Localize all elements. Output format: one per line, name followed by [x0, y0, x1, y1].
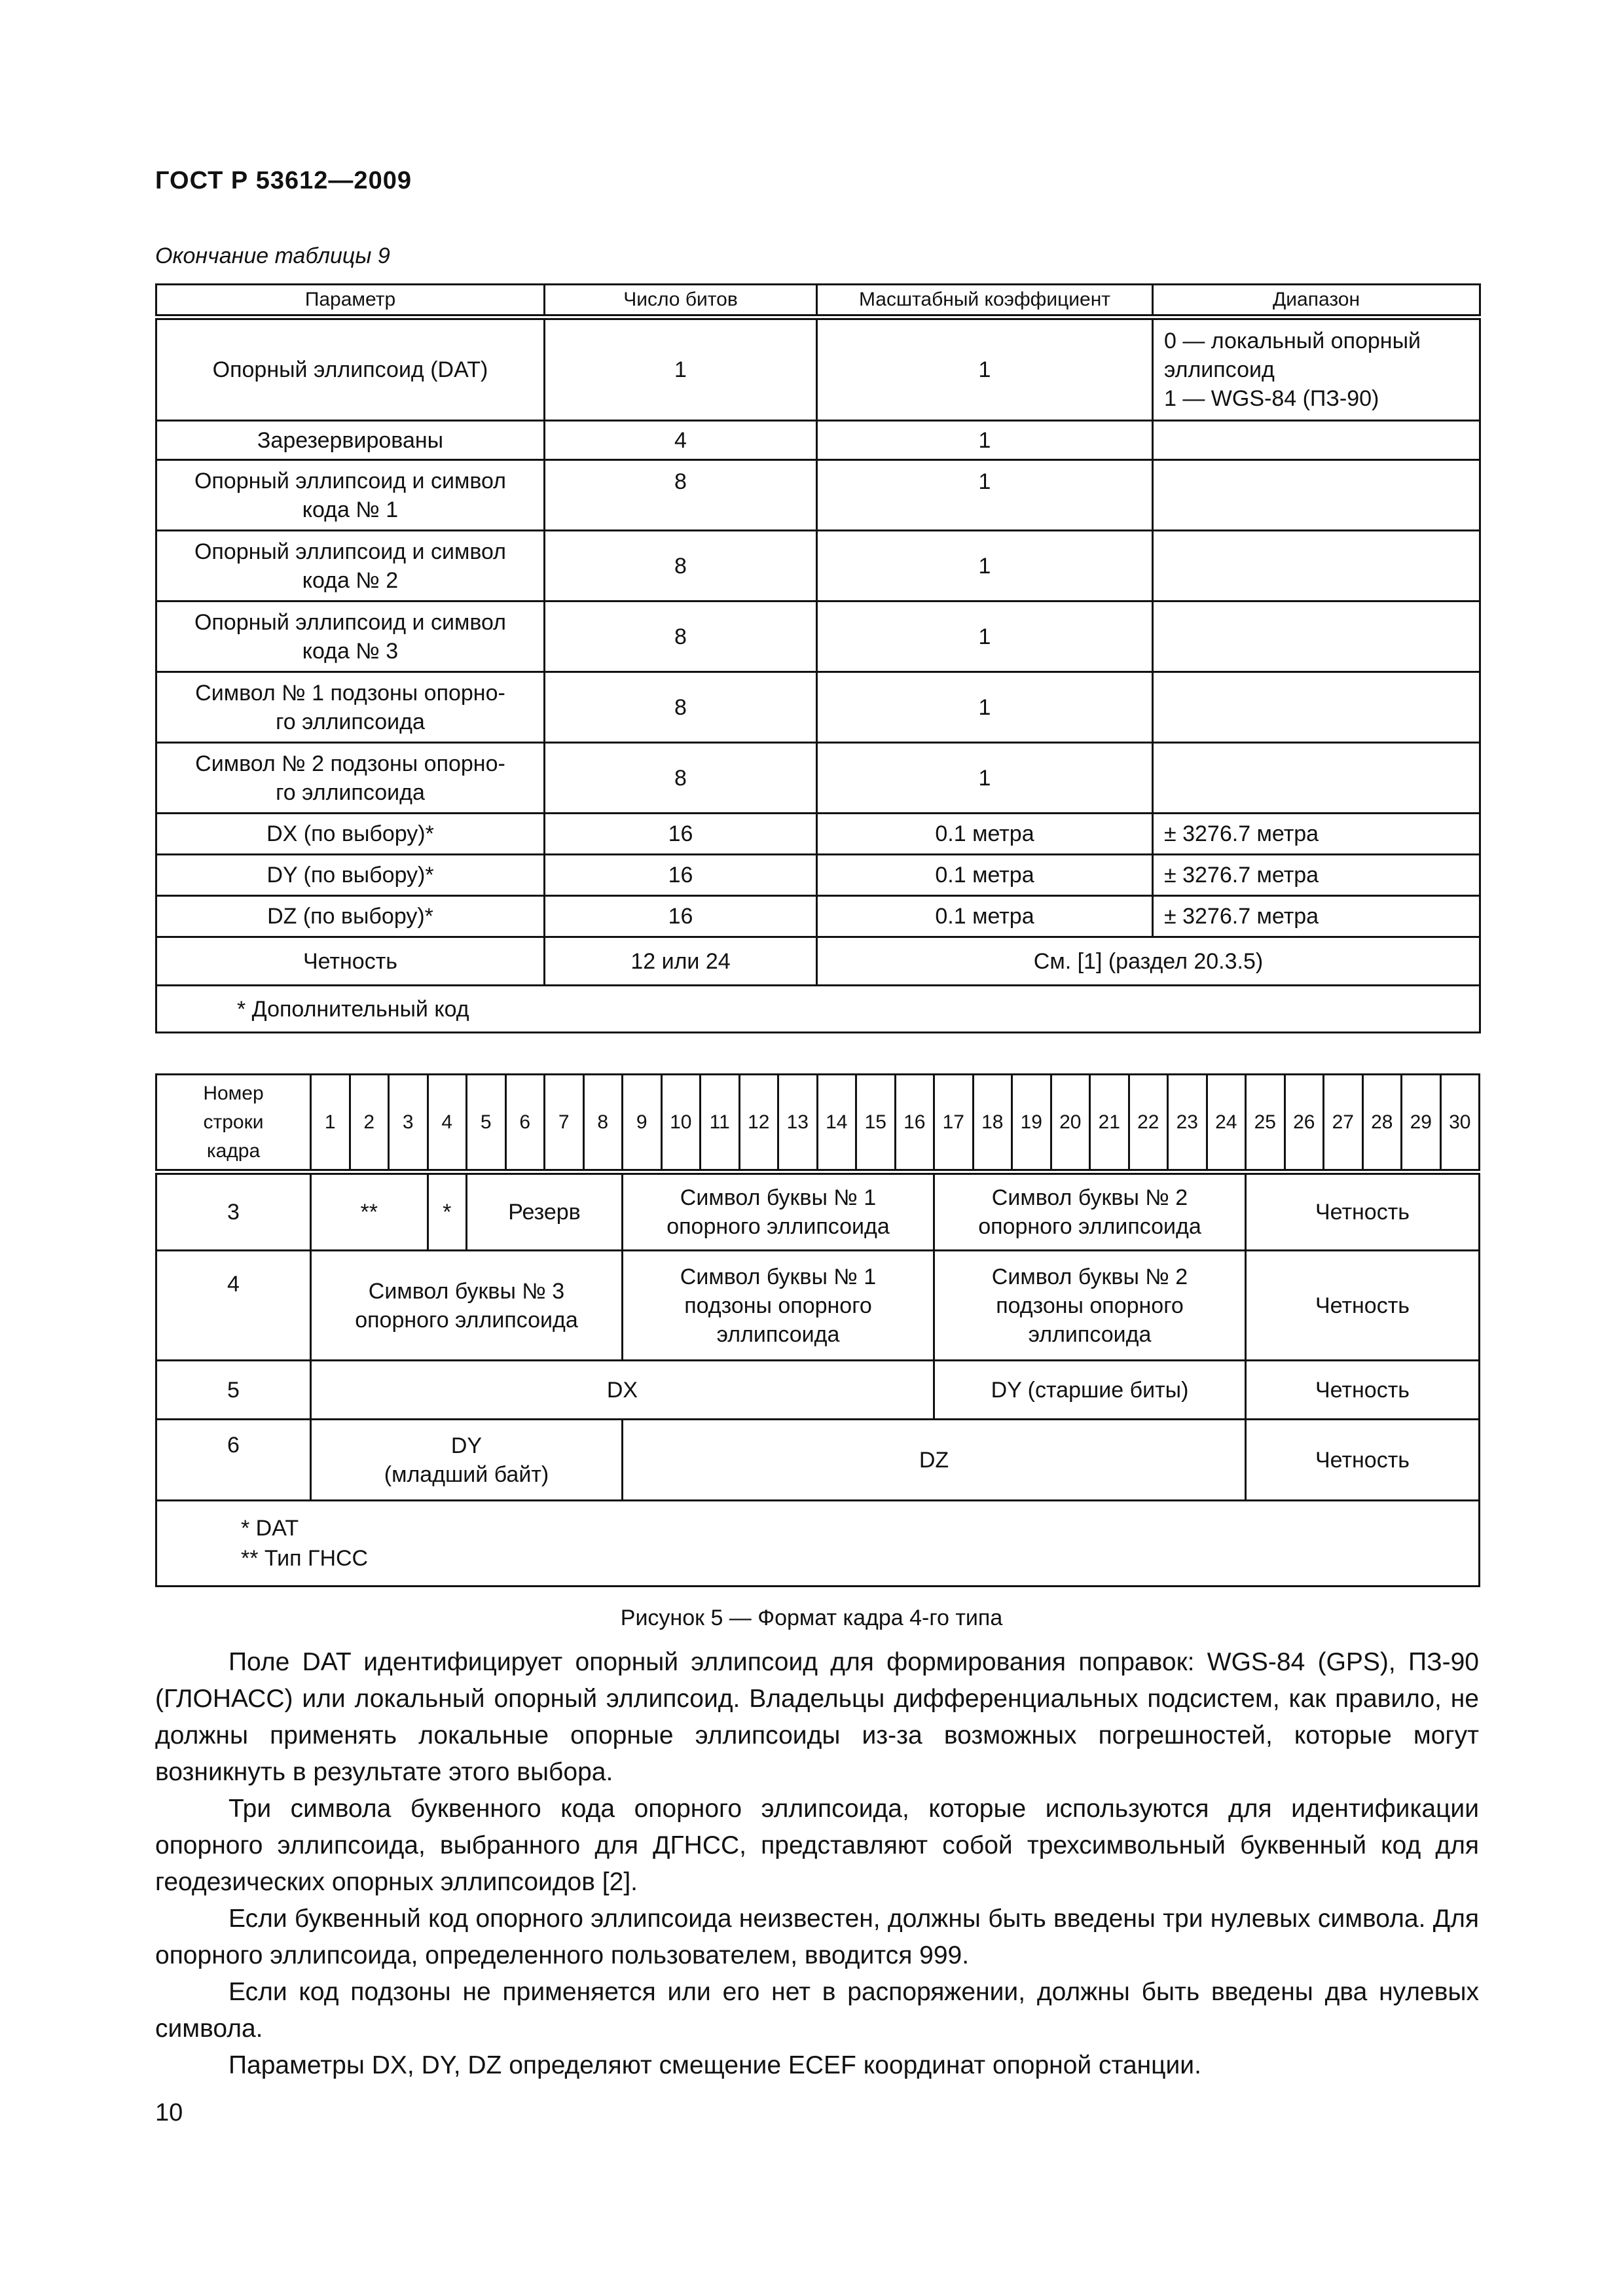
cell-range — [1153, 601, 1480, 672]
footnote-line: * DAT — [241, 1516, 299, 1541]
frame-row-number: 6 — [156, 1420, 311, 1501]
param-line: го эллипсоида — [276, 709, 425, 734]
cell-range: ± 3276.7 метра — [1153, 896, 1480, 937]
bit-number: 5 — [467, 1075, 506, 1172]
field-line: эллипсоида — [1028, 1321, 1152, 1347]
table-row — [156, 896, 1480, 937]
bit-number: 22 — [1129, 1075, 1168, 1172]
cell-scale: 0.1 метра — [817, 896, 1153, 937]
cell-range: ± 3276.7 метра — [1153, 855, 1480, 896]
frame-row — [156, 1251, 1480, 1361]
cell-bits: 4 — [545, 421, 817, 460]
bit-number: 24 — [1207, 1075, 1246, 1172]
cell-scale: 1 — [817, 531, 1153, 601]
field-line: опорного эллипсоида — [978, 1214, 1201, 1239]
param-line: Символ № 2 подзоны опорно- — [195, 751, 505, 776]
table-row — [156, 421, 1480, 460]
bit-number: 8 — [583, 1075, 623, 1172]
bit-number: 7 — [545, 1075, 584, 1172]
field-line: DY — [450, 1433, 483, 1458]
paragraph: Параметры DX, DY, DZ определяют смещение ECEF координат опорной станции. — [228, 2051, 1201, 2079]
bit-number: 9 — [623, 1075, 662, 1172]
paragraph: Если код подзоны не применяется или его нет в распоряжении, должны быть введены два нулевых символа. — [155, 1978, 1479, 2043]
cell-range — [1153, 460, 1480, 531]
cell-scale-range: См. [1] (раздел 20.3.5) — [817, 937, 1480, 986]
cell-range — [1153, 317, 1480, 421]
range-line: 1 — WGS-84 (ПЗ-90) — [1164, 386, 1379, 411]
cell-param — [156, 743, 545, 814]
column-header-param: Параметр — [156, 285, 545, 317]
body-text — [155, 1644, 1479, 2084]
cell-param: Опорный эллипсоид (DAT) — [156, 317, 545, 421]
cell-range — [1153, 421, 1480, 460]
table-9 — [155, 283, 1481, 1033]
param-line: кода № 2 — [302, 567, 399, 593]
field-line: Символ буквы № 2 — [991, 1185, 1188, 1210]
cell-param — [156, 601, 545, 672]
param-line: Опорный эллипсоид и символ — [194, 609, 507, 635]
cell-param: DX (по выбору)* — [156, 814, 545, 855]
paragraph: Три символа буквенного кода опорного эллипсоида, которые используются для идентификации опорного эллипсоида, выбранного для ДГНСС, представляют собой трехсимвольный буквенный код для геодезических опорных эллипсоидов [2]. — [155, 1795, 1479, 1896]
field-dy-high: DY (старшие биты) — [934, 1361, 1246, 1420]
cell-bits: 16 — [545, 896, 817, 937]
field-parity: Четность — [1246, 1251, 1480, 1361]
table-row — [156, 855, 1480, 896]
field-line: (младший байт) — [384, 1462, 549, 1487]
cell-bits: 1 — [545, 317, 817, 421]
param-line: кода № 1 — [302, 497, 399, 522]
cell-range: ± 3276.7 метра — [1153, 814, 1480, 855]
field-reserved: Резерв — [467, 1172, 623, 1251]
table-row — [156, 743, 1480, 814]
table-row — [156, 531, 1480, 601]
field-letter-2 — [934, 1172, 1246, 1251]
field-parity: Четность — [1246, 1361, 1480, 1420]
bit-header-row — [156, 1075, 1480, 1172]
cell-param: Зарезервированы — [156, 421, 545, 460]
field-line: опорного эллипсоида — [666, 1214, 890, 1239]
frame-format-figure — [155, 1073, 1480, 1587]
field-line: Символ буквы № 3 — [368, 1278, 565, 1304]
bit-number: 10 — [661, 1075, 701, 1172]
bit-number: 4 — [428, 1075, 467, 1172]
bit-number: 14 — [817, 1075, 856, 1172]
field-dx: DX — [311, 1361, 934, 1420]
cell-scale: 1 — [817, 421, 1153, 460]
cell-bits: 8 — [545, 531, 817, 601]
param-line: Опорный эллипсоид и символ — [194, 468, 507, 493]
bit-number: 29 — [1402, 1075, 1441, 1172]
field-subzone-1 — [623, 1251, 934, 1361]
bit-number: 25 — [1246, 1075, 1285, 1172]
field-letter-1 — [623, 1172, 934, 1251]
bit-number: 19 — [1012, 1075, 1051, 1172]
table-caption: Окончание таблицы 9 — [155, 243, 390, 268]
field-line: опорного эллипсоида — [355, 1307, 578, 1333]
cell-bits: 8 — [545, 601, 817, 672]
header-line: строки — [203, 1111, 264, 1133]
field-line: подзоны опорного — [684, 1293, 872, 1318]
cell-param — [156, 672, 545, 743]
field-letter-3 — [311, 1251, 623, 1361]
cell-scale: 1 — [817, 460, 1153, 531]
bit-number: 17 — [934, 1075, 974, 1172]
bit-number: 23 — [1168, 1075, 1207, 1172]
field-parity: Четность — [1246, 1420, 1480, 1501]
bit-number: 2 — [350, 1075, 389, 1172]
frame-row — [156, 1361, 1480, 1420]
table-header-row — [156, 285, 1480, 317]
bit-number: 27 — [1324, 1075, 1363, 1172]
bit-number: 21 — [1090, 1075, 1129, 1172]
cell-bits: 8 — [545, 460, 817, 531]
bit-number: 16 — [895, 1075, 934, 1172]
cell-param: DZ (по выбору)* — [156, 896, 545, 937]
table-row — [156, 460, 1480, 531]
field-line: Символ буквы № 2 — [991, 1264, 1188, 1289]
field-dy-low — [311, 1420, 623, 1501]
param-line: кода № 3 — [302, 638, 399, 664]
table-row — [156, 672, 1480, 743]
frame-row — [156, 1420, 1480, 1501]
bit-number: 3 — [389, 1075, 428, 1172]
bit-number: 26 — [1285, 1075, 1324, 1172]
cell-scale: 1 — [817, 317, 1153, 421]
cell-param — [156, 531, 545, 601]
bit-number: 13 — [778, 1075, 818, 1172]
field-dz: DZ — [623, 1420, 1246, 1501]
frame-row-number-header — [156, 1075, 311, 1172]
cell-scale: 1 — [817, 743, 1153, 814]
frame-row-number: 4 — [156, 1251, 311, 1361]
range-line: эллипсоид — [1164, 357, 1275, 382]
cell-scale: 1 — [817, 601, 1153, 672]
cell-bits: 12 или 24 — [545, 937, 817, 986]
cell-range — [1153, 531, 1480, 601]
cell-bits: 8 — [545, 743, 817, 814]
bit-number: 20 — [1051, 1075, 1090, 1172]
cell-scale: 0.1 метра — [817, 814, 1153, 855]
cell-param: Четность — [156, 937, 545, 986]
figure-caption: Рисунок 5 — Формат кадра 4-го типа — [620, 1605, 1003, 1630]
frame-row-number: 5 — [156, 1361, 311, 1420]
cell-range — [1153, 743, 1480, 814]
table-footnote-row — [156, 986, 1480, 1033]
figure-footnote-row — [156, 1501, 1480, 1587]
bit-number: 18 — [973, 1075, 1012, 1172]
table-row — [156, 317, 1480, 421]
header-line: кадра — [206, 1139, 261, 1162]
cell-param — [156, 460, 545, 531]
table-footnote: * Дополнительный код — [156, 986, 1480, 1033]
field-gnss-type: ** — [311, 1172, 428, 1251]
bit-number: 28 — [1362, 1075, 1402, 1172]
cell-bits: 16 — [545, 814, 817, 855]
document-header: ГОСТ Р 53612—2009 — [155, 167, 412, 194]
bit-number: 30 — [1440, 1075, 1480, 1172]
column-header-range: Диапазон — [1153, 285, 1480, 317]
bit-number: 6 — [505, 1075, 545, 1172]
column-header-scale: Масштабный коэффициент — [817, 285, 1153, 317]
page-number: 10 — [155, 2099, 183, 2126]
cell-bits: 8 — [545, 672, 817, 743]
paragraph: Поле DAT идентифицирует опорный эллипсоид для формирования поправок: WGS-84 (GPS), ПЗ-90 (ГЛОНАСС) или локальный опорный эллипсоид. Владельцы дифференциальных подсистем, как правило, не должны применять локальные опорные эллипсоиды из-за возможных погрешностей, которые могут возникнуть в результате этого выбора. — [155, 1648, 1479, 1786]
frame-row — [156, 1172, 1480, 1251]
cell-param: DY (по выбору)* — [156, 855, 545, 896]
table-row — [156, 937, 1480, 986]
field-dat: * — [428, 1172, 467, 1251]
cell-bits: 16 — [545, 855, 817, 896]
param-line: Опорный эллипсоид и символ — [194, 539, 507, 564]
table-row — [156, 601, 1480, 672]
footnote-line: ** Тип ГНСС — [241, 1546, 369, 1571]
column-header-bits: Число битов — [545, 285, 817, 317]
field-parity: Четность — [1246, 1172, 1480, 1251]
header-line: Номер — [203, 1082, 264, 1104]
cell-range — [1153, 672, 1480, 743]
bit-number: 1 — [311, 1075, 350, 1172]
bit-number: 11 — [701, 1075, 740, 1172]
paragraph: Если буквенный код опорного эллипсоида неизвестен, должны быть введены три нулевых символа. Для опорного эллипсоида, определенного пользователем, вводится 999. — [155, 1905, 1479, 1969]
field-subzone-2 — [934, 1251, 1246, 1361]
table-row — [156, 814, 1480, 855]
param-line: Символ № 1 подзоны опорно- — [195, 680, 505, 706]
frame-row-number: 3 — [156, 1172, 311, 1251]
cell-scale: 0.1 метра — [817, 855, 1153, 896]
param-line: го эллипсоида — [276, 780, 425, 805]
field-line: Символ буквы № 1 — [680, 1185, 877, 1210]
cell-scale: 1 — [817, 672, 1153, 743]
bit-number: 15 — [856, 1075, 896, 1172]
field-line: эллипсоида — [716, 1321, 840, 1347]
field-line: подзоны опорного — [996, 1293, 1184, 1318]
bit-number: 12 — [739, 1075, 778, 1172]
range-line: 0 — локальный опорный — [1164, 329, 1421, 353]
figure-footnotes — [156, 1501, 1480, 1587]
field-line: Символ буквы № 1 — [680, 1264, 877, 1289]
